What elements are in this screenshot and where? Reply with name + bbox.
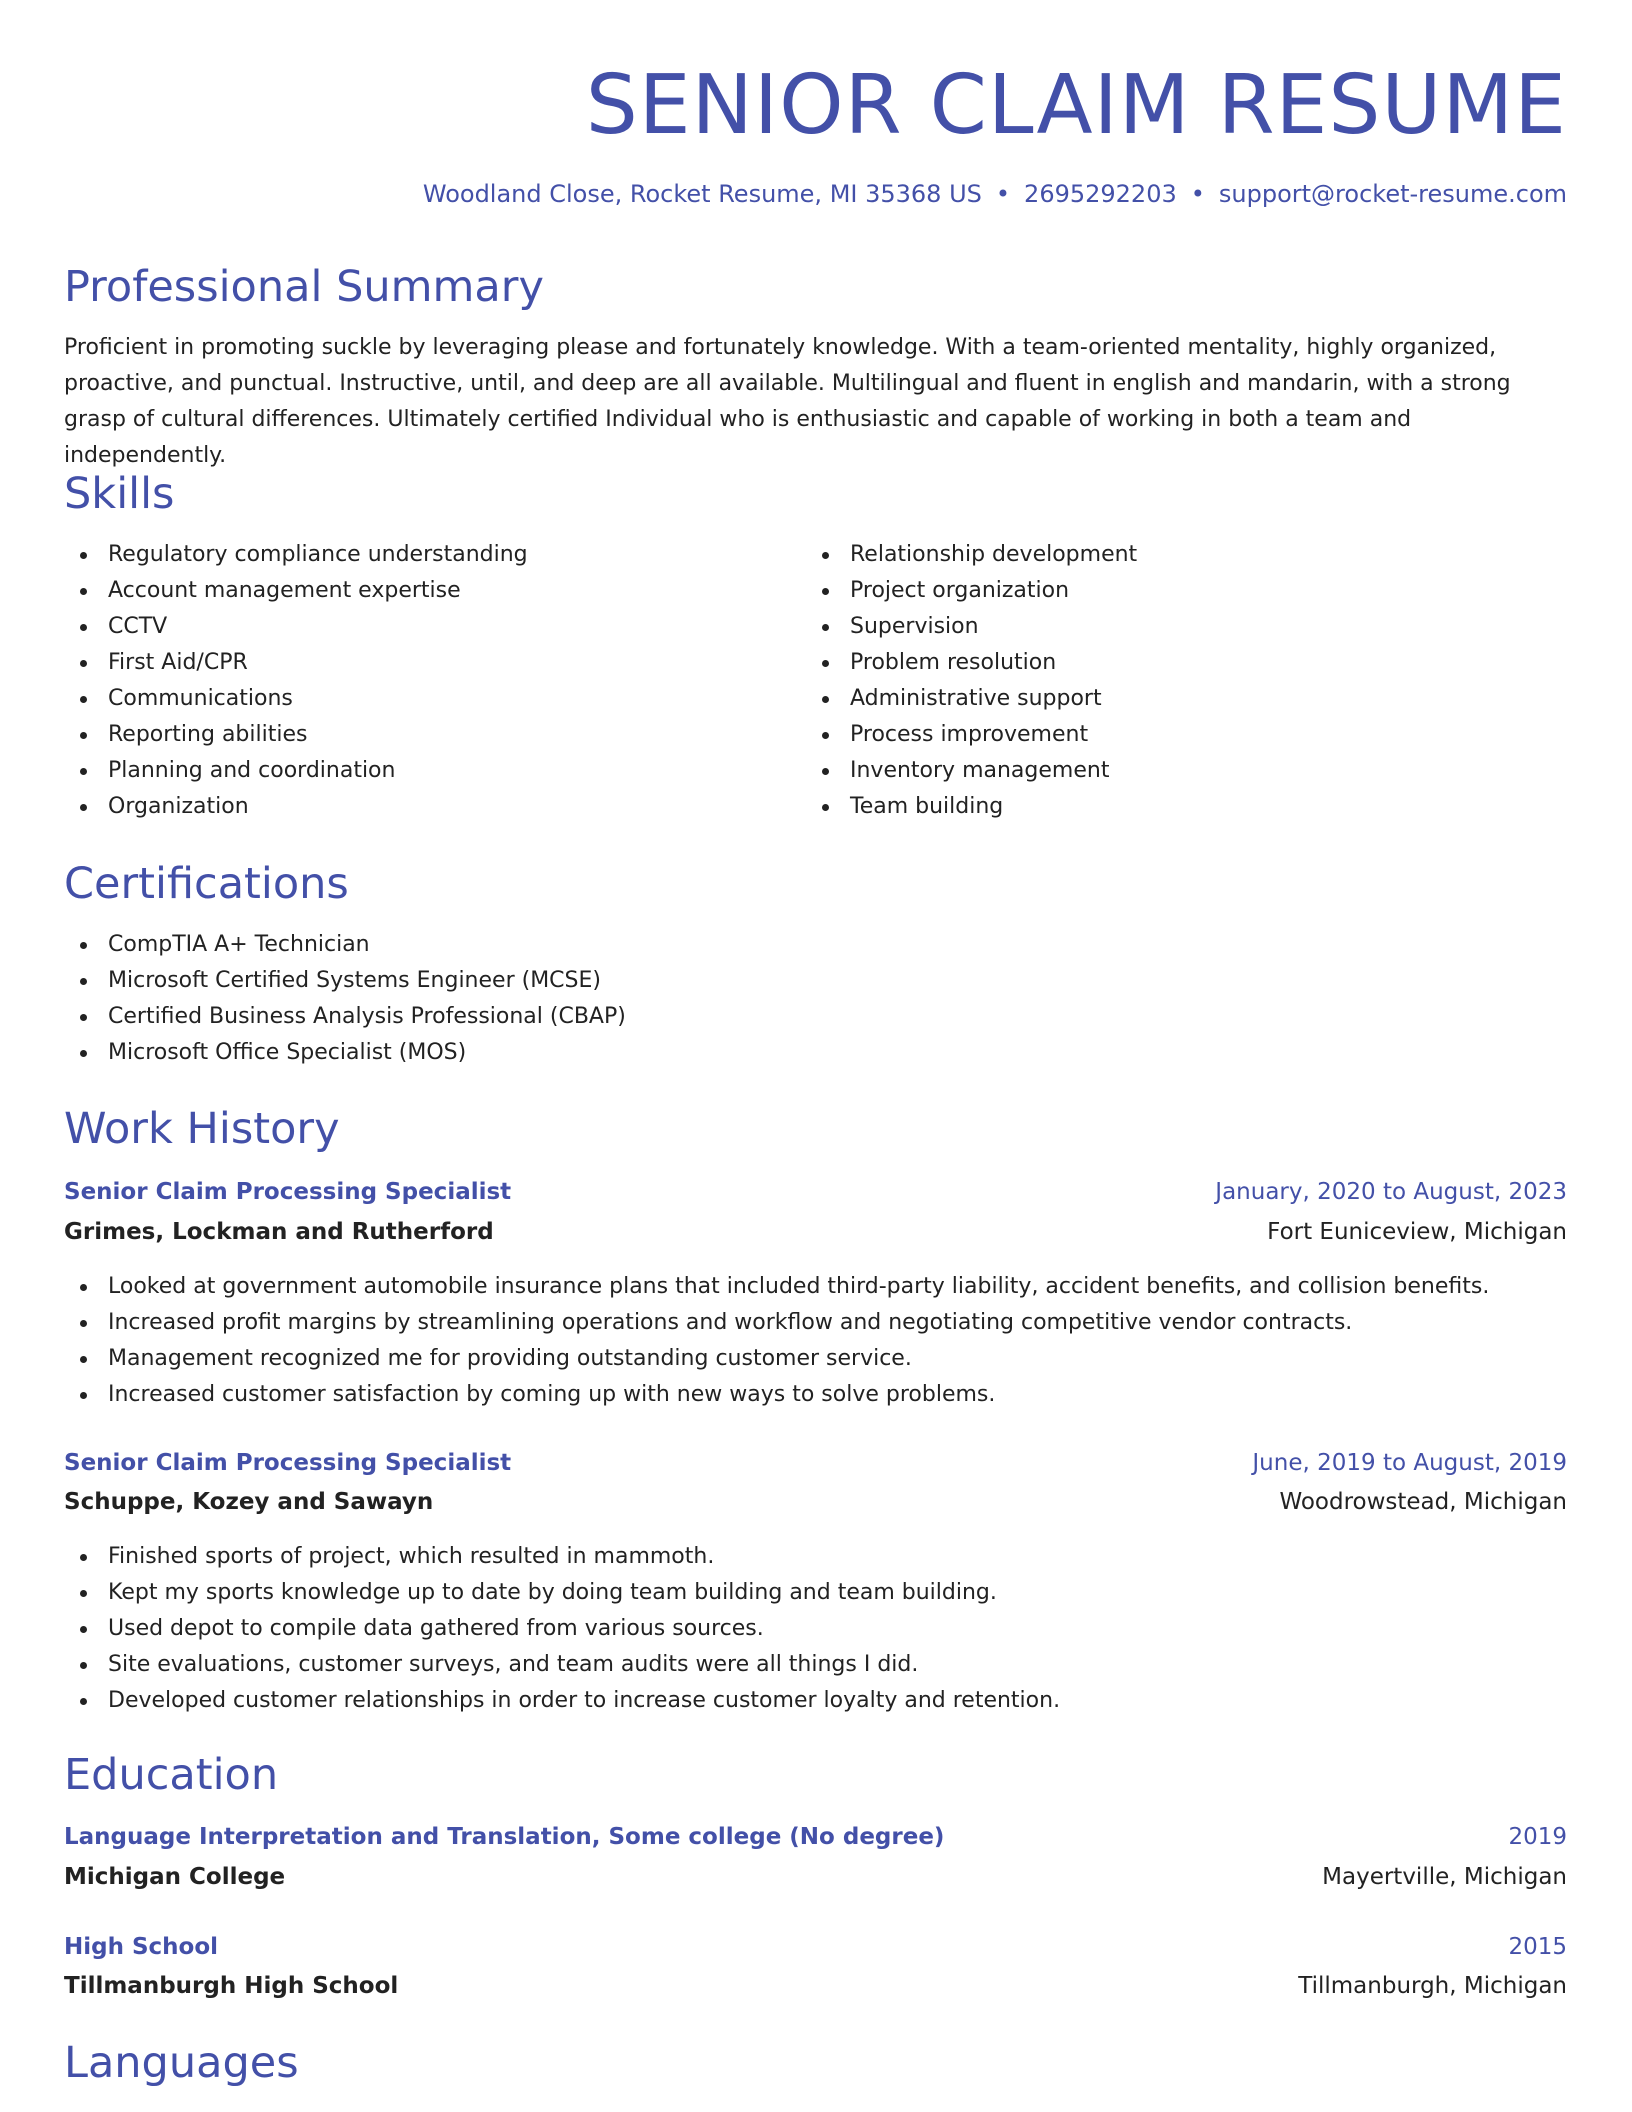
job-location: Fort Euniceview, Michigan (1267, 1219, 1567, 1245)
section-title-skills: Skills (64, 469, 175, 519)
list-item: Administrative support (806, 681, 1506, 717)
job-employer-row (64, 1482, 1567, 1522)
education-location: Mayertville, Michigan (1322, 1864, 1567, 1890)
list-item: Problem resolution (806, 645, 1506, 681)
job-dates: June, 2019 to August, 2019 (1252, 1450, 1567, 1476)
list-item: Reporting abilities (64, 717, 764, 753)
job-header (64, 1172, 1567, 1212)
contact-line (423, 178, 1567, 210)
skills-list-left (64, 537, 764, 825)
list-item: Increased customer satisfaction by coming up with new ways to solve problems. (64, 1377, 1567, 1413)
list-item: Finished sports of project, which resulted in mammoth. (64, 1539, 1567, 1575)
contact-email[interactable]: support@rocket-resume.com (1218, 180, 1567, 208)
education-year: 2015 (1508, 1934, 1567, 1960)
list-item: Increased profit margins by streamlining operations and workflow and negotiating competitive vendor contracts. (64, 1305, 1567, 1341)
list-item: Supervision (806, 609, 1506, 645)
contact-phone: 2695292203 (1024, 180, 1177, 208)
section-title-education: Education (64, 1750, 279, 1800)
certifications-list (64, 927, 1264, 1071)
list-item: Planning and coordination (64, 753, 764, 789)
education-degree: Language Interpretation and Translation, Some college (No degree) (64, 1824, 945, 1850)
job-title: Senior Claim Processing Specialist (64, 1450, 512, 1476)
section-title-languages: Languages (64, 2038, 299, 2088)
list-item: Certified Business Analysis Professional (CBAP) (64, 999, 1264, 1035)
education-school: Michigan College (64, 1864, 286, 1890)
education-header (64, 1817, 1567, 1857)
job-dates: January, 2020 to August, 2023 (1215, 1179, 1567, 1205)
education-school-row (64, 1857, 1567, 1897)
list-item: Looked at government automobile insurance plans that included third-party liability, accident benefits, and collision benefits. (64, 1269, 1567, 1305)
list-item: Relationship development (806, 537, 1506, 573)
section-title-summary: Professional Summary (64, 262, 544, 312)
contact-separator: • (995, 180, 1011, 208)
section-title-work-history: Work History (64, 1104, 340, 1154)
list-item: Microsoft Certified Systems Engineer (MCSE) (64, 963, 1264, 999)
list-item: Organization (64, 789, 764, 825)
list-item: Project organization (806, 573, 1506, 609)
job-employer: Grimes, Lockman and Rutherford (64, 1219, 494, 1245)
contact-address: Woodland Close, Rocket Resume, MI 35368 US (422, 180, 982, 208)
job-employer: Schuppe, Kozey and Sawayn (64, 1489, 434, 1515)
list-item: CompTIA A+ Technician (64, 927, 1264, 963)
list-item: Microsoft Office Specialist (MOS) (64, 1035, 1264, 1071)
list-item: Process improvement (806, 717, 1506, 753)
education-school-row (64, 1966, 1567, 2006)
list-item: Communications (64, 681, 764, 717)
list-item: Regulatory compliance understanding (64, 537, 764, 573)
job-bullets (64, 1539, 1567, 1719)
list-item: Inventory management (806, 753, 1506, 789)
list-item: Account management expertise (64, 573, 764, 609)
list-item: Developed customer relationships in order to increase customer loyalty and retention. (64, 1683, 1567, 1719)
education-degree: High School (64, 1934, 219, 1960)
job-location: Woodrowstead, Michigan (1279, 1489, 1567, 1515)
list-item: Management recognized me for providing outstanding customer service. (64, 1341, 1567, 1377)
list-item: First Aid/CPR (64, 645, 764, 681)
list-item: Team building (806, 789, 1506, 825)
education-school: Tillmanburgh High School (64, 1973, 399, 1999)
education-year: 2019 (1508, 1824, 1567, 1850)
list-item: Kept my sports knowledge up to date by doing team building and team building. (64, 1575, 1567, 1611)
list-item: CCTV (64, 609, 764, 645)
contact-separator: • (1190, 180, 1205, 208)
job-title: Senior Claim Processing Specialist (64, 1179, 512, 1205)
education-header (64, 1927, 1567, 1967)
section-title-certifications: Certifications (64, 859, 349, 909)
list-item: Site evaluations, customer surveys, and team audits were all things I did. (64, 1647, 1567, 1683)
education-location: Tillmanburgh, Michigan (1298, 1973, 1567, 1999)
list-item: Used depot to compile data gathered from various sources. (64, 1611, 1567, 1647)
resume-name: SENIOR CLAIM RESUME (585, 58, 1567, 153)
job-header (64, 1443, 1567, 1483)
job-bullets (64, 1269, 1567, 1413)
skills-list-right (806, 537, 1506, 825)
job-employer-row (64, 1212, 1567, 1252)
summary-text: Proficient in promoting suckle by leveraging please and fortunately knowledge. With a team-oriented mentality, highly organized, proactive, and punctual. Instructive, until, and deep are all available. Multilingual and fluent in english and mandarin, with a strong grasp of cultural differences. Ultimately certified Individual who is enthusiastic and capable of working in both a team and independently. (64, 335, 1511, 468)
